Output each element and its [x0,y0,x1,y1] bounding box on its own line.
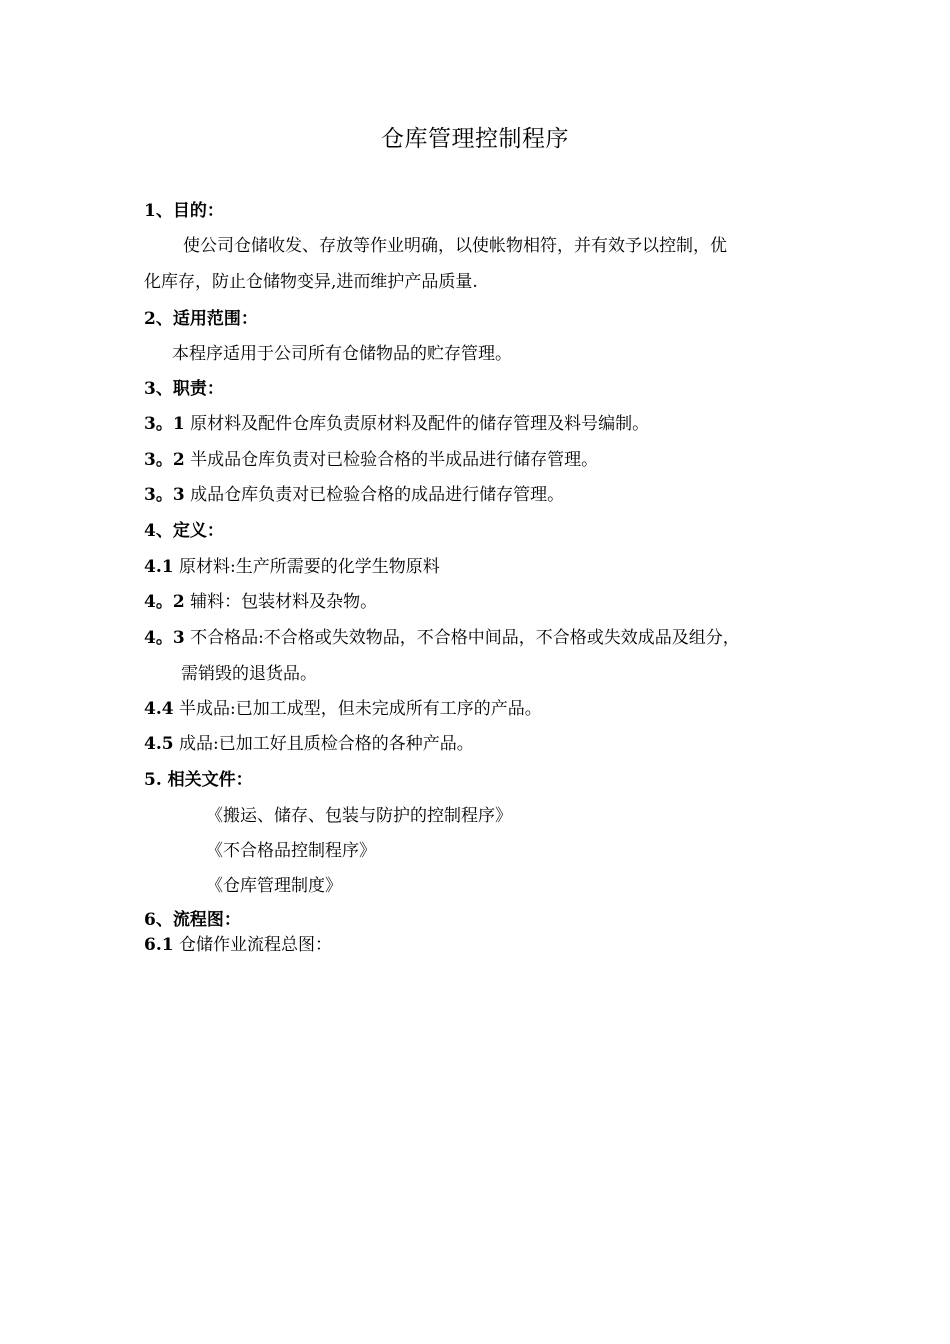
duty-3-1-number: 3。1 [144,414,185,434]
related-doc-1: 《搬运、储存、包装与防护的控制程序》 [206,806,512,826]
purpose-heading-text: 1、目的： [144,201,224,221]
duty-3-1-text: 原材料及配件仓库负责原材料及配件的储存管理及料号编制。 [190,414,650,434]
definition-4-1 [144,555,440,579]
related-doc-2: 《不合格品控制程序》 [206,841,376,861]
definition-4-3-number: 4。3 [144,628,185,648]
definition-heading [144,519,224,543]
flowchart-6-1-number: 6.1 [144,935,174,955]
related-doc-3: 《仓库管理制度》 [206,876,342,896]
definition-4-3-continuation: 需销毁的退货品。 [181,664,317,684]
definition-4-2-text: 辅料：包装材料及杂物。 [190,592,378,612]
duty-3-2-number: 3。2 [144,450,185,470]
flowchart-6-1-text: 仓储作业流程总图： [178,935,332,955]
duty-3-1 [144,412,649,436]
duty-heading [144,377,224,401]
definition-4-1-text: 原材料:生产所需要的化学生物原料 [178,557,440,577]
definition-4-3-text: 不合格品:不合格或失效物品，不合格中间品，不合格或失效成品及组分， [190,628,740,648]
definition-4-2-number: 4。2 [144,592,185,612]
flowchart-heading-text: 6、流程图： [144,910,241,930]
duty-3-3 [144,483,564,507]
related-docs-heading-text: 5. 相关文件： [144,770,253,790]
definition-4-5-number: 4.5 [144,734,174,754]
definition-4-5 [144,732,474,756]
duty-heading-text: 3、职责： [144,379,224,399]
definition-4-4 [144,697,542,721]
scope-heading [144,307,258,331]
definition-heading-text: 4、定义： [144,521,224,541]
duty-3-2 [144,448,598,472]
scope-heading-text: 2、适用范围： [144,309,258,329]
duty-3-3-number: 3。3 [144,485,185,505]
duty-3-3-text: 成品仓库负责对已检验合格的成品进行储存管理。 [190,485,565,505]
purpose-line-2: 化库存，防止仓储物变异,进而维护产品质量. [144,272,478,292]
document-title: 仓库管理控制程序 [381,126,569,152]
definition-4-4-number: 4.4 [144,699,174,719]
definition-4-4-text: 半成品:已加工成型，但未完成所有工序的产品。 [178,699,542,719]
flowchart-6-1 [144,933,332,957]
purpose-heading [144,199,224,223]
definition-4-2 [144,590,377,614]
related-docs-heading [144,768,253,792]
definition-4-5-text: 成品:已加工好且质检合格的各种产品。 [178,734,474,754]
duty-3-2-text: 半成品仓库负责对已检验合格的半成品进行储存管理。 [190,450,599,470]
flowchart-heading [144,908,241,932]
definition-4-3 [144,626,740,650]
scope-text: 本程序适用于公司所有仓储物品的贮存管理。 [172,344,512,364]
purpose-line-1: 使公司仓储收发、存放等作业明确，以使帐物相符，并有效予以控制，优 [183,236,727,256]
definition-4-1-number: 4.1 [144,557,174,577]
